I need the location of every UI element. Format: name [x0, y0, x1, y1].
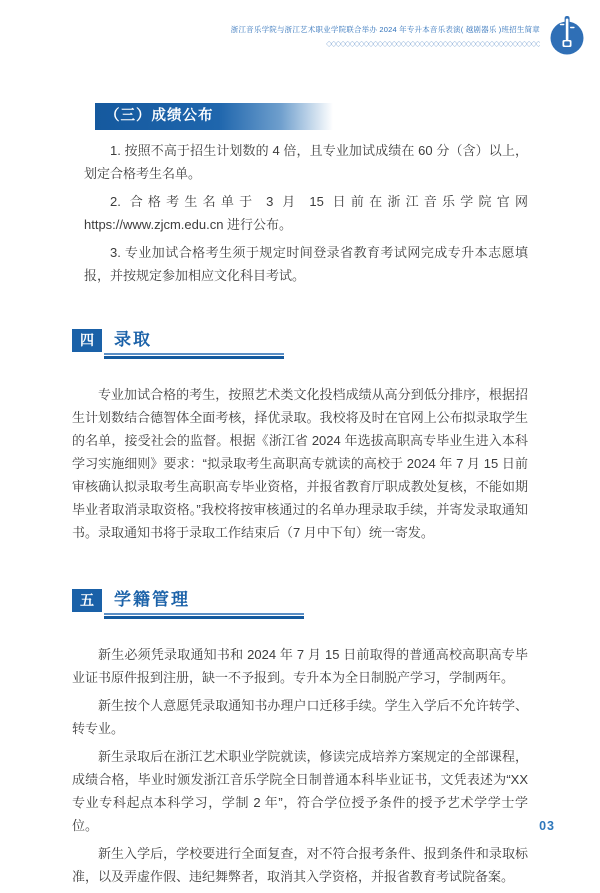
- section-number-badge: 五: [72, 589, 102, 612]
- enrollment-paragraph-1: 新生必须凭录取通知书和 2024 年 7 月 15 日前取得的普通高校高职高专毕业证书原件报到注册，缺一不予报到。专升本为全日制脱产学习，学制两年。: [72, 647, 528, 685]
- results-paragraph-1: 1. 按照不高于招生计划数的 4 倍，且专业加试成绩在 60 分（含）以上，划定合格考生名单。: [84, 143, 528, 181]
- section-enrollment-title: 学籍管理: [114, 590, 190, 609]
- section-admission: [72, 329, 528, 544]
- diamond-chain-divider: ◇◇◇◇◇◇◇◇◇◇◇◇◇◇◇◇◇◇◇◇◇◇◇◇◇◇◇◇◇◇◇◇◇◇◇◇◇◇◇◇◇◇◇◇◇◇: [325, 39, 540, 48]
- admission-paragraph-1: 专业加试合格的考生，按照艺术类文化投档成绩从高分到低分排序，根据招生计划数结合德智体全面考核，择优录取。我校将及时在官网上公布拟录取学生的名单，接受社会的监督。根据《浙江省 2024 年选拔高职高专毕业生进入本科学习实施细则》要求：“拟录取考生高职高专就读的高校于 2024 年 7 月 15 日前审核确认拟录取考生高职高专毕业资格，并报省教育厅职成教处复核，不能如期毕业者取消录取资格。”我校将按审核通过的名单办理录取手续，并寄发录取通知书。录取通知书将于录取工作结束后（7 月中下旬）统一寄发。: [72, 387, 528, 540]
- page-number: 03: [539, 819, 555, 833]
- enrollment-paragraph-4: 新生入学后，学校要进行全面复查，对不符合报考条件、报到条件和录取标准，以及弄虚作假、违纪舞弊者，取消其入学资格，并报省教育考试院备案。: [72, 846, 528, 884]
- running-header-title: 浙江音乐学院与浙江艺术职业学院联合举办 2024 年专升本音乐表演( 越剧器乐 )班招生简章: [230, 25, 540, 34]
- page-content: [0, 56, 600, 893]
- section-results-announcement: [72, 103, 528, 287]
- section-title-underline: [104, 353, 284, 359]
- section-enrollment-management: [72, 589, 528, 888]
- section-results-heading: （三）成绩公布: [95, 103, 333, 130]
- school-emblem-icon: [546, 14, 586, 56]
- section-admission-title: 录取: [114, 330, 152, 349]
- enrollment-paragraph-3: 新生录取后在浙江艺术职业学院就读，修读完成培养方案规定的全部课程，成绩合格，毕业时颁发浙江音乐学院全日制普通本科毕业证书，文凭表述为“XX 专业专科起点本科学习，学制 2 年”，符合学位授予条件的授予艺术学学士学位。: [72, 749, 528, 833]
- running-header: [231, 24, 540, 48]
- section-enrollment-header: [72, 589, 528, 619]
- section-admission-header: [72, 329, 528, 359]
- results-paragraph-3: 3. 专业加试合格考生须于规定时间登录省教育考试网完成专升本志愿填报，并按规定参加相应文化科目考试。: [84, 245, 528, 283]
- enrollment-paragraph-2: 新生按个人意愿凭录取通知书办理户口迁移手续。学生入学后不允许转学、转专业。: [72, 698, 528, 736]
- results-paragraph-2: 2. 合格考生名单于 3 月 15 日前在浙江音乐学院官网 https://www.zjcm.edu.cn 进行公布。: [84, 194, 528, 232]
- section-title-underline: [104, 613, 304, 619]
- section-number-badge: 四: [72, 329, 102, 352]
